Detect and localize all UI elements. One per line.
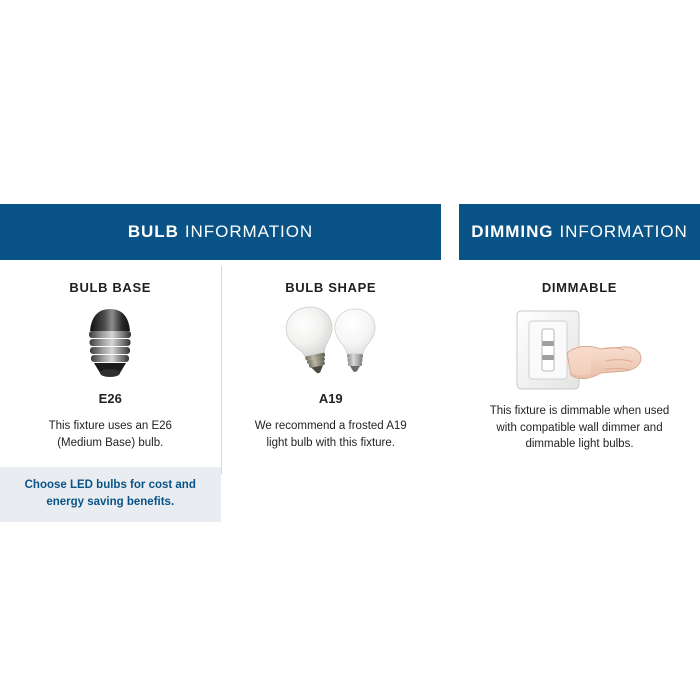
- bulb-base-title: BULB BASE: [69, 280, 152, 295]
- led-tip: Choose LED bulbs for cost and energy saving benefits.: [0, 467, 221, 521]
- dimming-body: [459, 260, 700, 453]
- bulb-base-label: E26: [98, 391, 122, 406]
- bulb-information-panel: [0, 204, 441, 522]
- bulb-base-e26-icon: [0, 301, 221, 385]
- dimming-information-panel: [459, 204, 700, 522]
- column-divider: [221, 266, 222, 474]
- bulb-shape-a19-icon: [221, 301, 442, 385]
- panel-gap: [441, 204, 459, 522]
- dimming-header-light: INFORMATION: [559, 222, 688, 241]
- bulb-information-header: [0, 204, 441, 260]
- dimmable-title: DIMMABLE: [541, 280, 618, 295]
- bulb-header-strong: BULB: [127, 222, 179, 241]
- bulb-shape-description: We recommend a frosted A19 light bulb with this fixture.: [254, 420, 407, 449]
- bulb-base-column: [0, 260, 221, 522]
- bulb-shape-label: A19: [318, 391, 343, 406]
- bottom-spacer: [0, 0, 700, 30]
- bulb-shape-title: BULB SHAPE: [285, 280, 377, 295]
- bulb-header-light: INFORMATION: [184, 222, 314, 241]
- dimming-header-strong: DIMMING: [471, 222, 554, 241]
- bulb-columns: [0, 260, 441, 522]
- dimmable-description: This fixture is dimmable when used with compatible wall dimmer and dimmable light bulbs.: [489, 405, 670, 451]
- led-tip-wrap: [0, 467, 221, 521]
- dimming-information-header: [459, 204, 700, 260]
- wall-dimmer-switch-hand-icon: [459, 301, 700, 397]
- bulb-shape-column: [221, 260, 442, 522]
- bulb-base-description: This fixture uses an E26 (Medium Base) bulb.: [48, 420, 172, 449]
- panels-container: [0, 204, 700, 522]
